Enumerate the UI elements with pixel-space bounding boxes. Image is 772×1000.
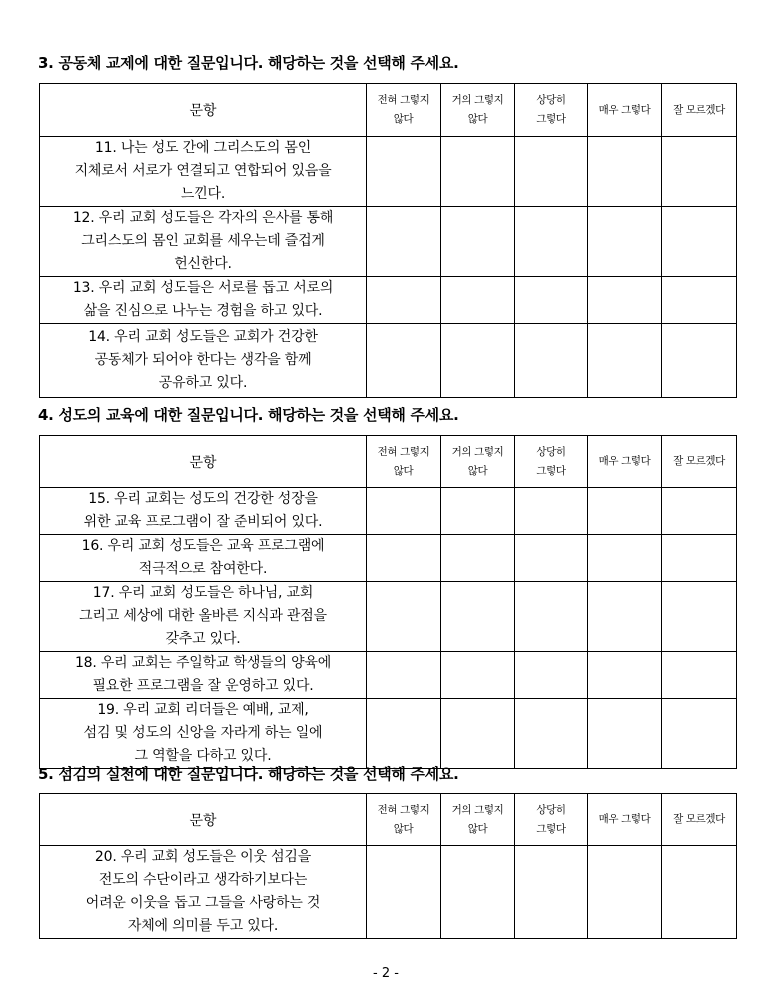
section-4-table <box>39 435 737 769</box>
answer-cell-dont-know[interactable] <box>662 207 737 277</box>
table-row <box>40 652 737 699</box>
answer-cell-agree[interactable] <box>515 277 588 324</box>
option-header: 매우 그렇다 <box>588 84 662 137</box>
answer-cell-dont-know[interactable] <box>662 535 737 582</box>
item-header: 문항 <box>40 794 367 846</box>
answer-cell-strongly-disagree[interactable] <box>367 535 441 582</box>
answer-cell-strongly-agree[interactable] <box>588 277 662 324</box>
table-header-row <box>40 794 737 846</box>
section-5-table <box>39 793 737 939</box>
question-text: 18. 우리 교회는 주일학교 학생들의 양육에 필요한 프로그램을 잘 운영하고 있다. <box>40 652 367 699</box>
answer-cell-dont-know[interactable] <box>662 699 737 769</box>
option-header: 매우 그렇다 <box>588 436 662 488</box>
item-header: 문항 <box>40 84 367 137</box>
answer-cell-strongly-disagree[interactable] <box>367 582 441 652</box>
answer-cell-strongly-agree[interactable] <box>588 846 662 939</box>
answer-cell-strongly-agree[interactable] <box>588 699 662 769</box>
option-header: 잘 모르겠다 <box>662 436 737 488</box>
answer-cell-strongly-agree[interactable] <box>588 488 662 535</box>
answer-cell-disagree[interactable] <box>441 535 515 582</box>
option-header: 상당히 그렇다 <box>515 84 588 137</box>
option-header: 잘 모르겠다 <box>662 794 737 846</box>
answer-cell-strongly-disagree[interactable] <box>367 488 441 535</box>
question-text: 16. 우리 교회 성도들은 교육 프로그램에 적극적으로 참여한다. <box>40 535 367 582</box>
answer-cell-agree[interactable] <box>515 137 588 207</box>
table-row <box>40 699 737 769</box>
question-text: 13. 우리 교회 성도들은 서로를 돕고 서로의 삶을 진심으로 나누는 경험을 하고 있다. <box>40 277 367 324</box>
item-header: 문항 <box>40 436 367 488</box>
option-header: 전혀 그렇지 않다 <box>367 436 441 488</box>
section-4-title: 4. 성도의 교육에 대한 질문입니다. 해당하는 것을 선택해 주세요. <box>38 406 459 424</box>
answer-cell-dont-know[interactable] <box>662 846 737 939</box>
page-number: - 2 - <box>373 966 399 981</box>
table-header-row <box>40 436 737 488</box>
table-row <box>40 137 737 207</box>
answer-cell-strongly-disagree[interactable] <box>367 277 441 324</box>
answer-cell-disagree[interactable] <box>441 277 515 324</box>
question-text: 11. 나는 성도 간에 그리스도의 몸인 지체로서 서로가 연결되고 연합되어 있음을 느낀다. <box>40 137 367 207</box>
answer-cell-disagree[interactable] <box>441 846 515 939</box>
answer-cell-strongly-agree[interactable] <box>588 137 662 207</box>
table-header-row <box>40 84 737 137</box>
answer-cell-disagree[interactable] <box>441 137 515 207</box>
answer-cell-disagree[interactable] <box>441 324 515 398</box>
option-header: 상당히 그렇다 <box>515 794 588 846</box>
question-text: 17. 우리 교회 성도들은 하나님, 교회 그리고 세상에 대한 올바른 지식과 관점을 갖추고 있다. <box>40 582 367 652</box>
answer-cell-strongly-disagree[interactable] <box>367 137 441 207</box>
answer-cell-strongly-agree[interactable] <box>588 207 662 277</box>
answer-cell-agree[interactable] <box>515 535 588 582</box>
answer-cell-agree[interactable] <box>515 652 588 699</box>
question-text: 14. 우리 교회 성도들은 교회가 건강한 공동체가 되어야 한다는 생각을 함께 공유하고 있다. <box>40 324 367 398</box>
table-row <box>40 277 737 324</box>
answer-cell-disagree[interactable] <box>441 207 515 277</box>
answer-cell-strongly-disagree[interactable] <box>367 207 441 277</box>
answer-cell-dont-know[interactable] <box>662 582 737 652</box>
option-header: 거의 그렇지 않다 <box>441 84 515 137</box>
answer-cell-strongly-disagree[interactable] <box>367 324 441 398</box>
option-header: 매우 그렇다 <box>588 794 662 846</box>
answer-cell-dont-know[interactable] <box>662 277 737 324</box>
answer-cell-dont-know[interactable] <box>662 324 737 398</box>
answer-cell-agree[interactable] <box>515 846 588 939</box>
option-header: 거의 그렇지 않다 <box>441 794 515 846</box>
question-text: 19. 우리 교회 리더들은 예배, 교제, 섬김 및 성도의 신앙을 자라게 하는 일에 그 역할을 다하고 있다. <box>40 699 367 769</box>
option-header: 거의 그렇지 않다 <box>441 436 515 488</box>
answer-cell-agree[interactable] <box>515 582 588 652</box>
table-row <box>40 324 737 398</box>
section-3-table <box>39 83 737 398</box>
answer-cell-strongly-agree[interactable] <box>588 582 662 652</box>
answer-cell-dont-know[interactable] <box>662 652 737 699</box>
answer-cell-strongly-disagree[interactable] <box>367 846 441 939</box>
answer-cell-dont-know[interactable] <box>662 137 737 207</box>
answer-cell-disagree[interactable] <box>441 582 515 652</box>
answer-cell-disagree[interactable] <box>441 699 515 769</box>
table-row <box>40 582 737 652</box>
question-text: 12. 우리 교회 성도들은 각자의 은사를 통해 그리스도의 몸인 교회를 세우는데 즐겁게 헌신한다. <box>40 207 367 277</box>
answer-cell-agree[interactable] <box>515 207 588 277</box>
answer-cell-strongly-agree[interactable] <box>588 652 662 699</box>
question-text: 15. 우리 교회는 성도의 건강한 성장을 위한 교육 프로그램이 잘 준비되어 있다. <box>40 488 367 535</box>
question-text: 20. 우리 교회 성도들은 이웃 섬김을 전도의 수단이라고 생각하기보다는 어려운 이웃을 돕고 그들을 사랑하는 것 자체에 의미를 두고 있다. <box>40 846 367 939</box>
table-row <box>40 488 737 535</box>
answer-cell-agree[interactable] <box>515 488 588 535</box>
answer-cell-strongly-disagree[interactable] <box>367 652 441 699</box>
section-3-title: 3. 공동체 교제에 대한 질문입니다. 해당하는 것을 선택해 주세요. <box>38 54 459 72</box>
option-header: 전혀 그렇지 않다 <box>367 794 441 846</box>
answer-cell-agree[interactable] <box>515 699 588 769</box>
table-row <box>40 846 737 939</box>
answer-cell-strongly-disagree[interactable] <box>367 699 441 769</box>
option-header: 상당히 그렇다 <box>515 436 588 488</box>
answer-cell-strongly-agree[interactable] <box>588 324 662 398</box>
option-header: 전혀 그렇지 않다 <box>367 84 441 137</box>
section-5-title: 5. 섬김의 실천에 대한 질문입니다. 해당하는 것을 선택해 주세요. <box>38 765 459 783</box>
option-header: 잘 모르겠다 <box>662 84 737 137</box>
answer-cell-agree[interactable] <box>515 324 588 398</box>
table-row <box>40 207 737 277</box>
answer-cell-strongly-agree[interactable] <box>588 535 662 582</box>
answer-cell-disagree[interactable] <box>441 652 515 699</box>
answer-cell-disagree[interactable] <box>441 488 515 535</box>
table-row <box>40 535 737 582</box>
answer-cell-dont-know[interactable] <box>662 488 737 535</box>
